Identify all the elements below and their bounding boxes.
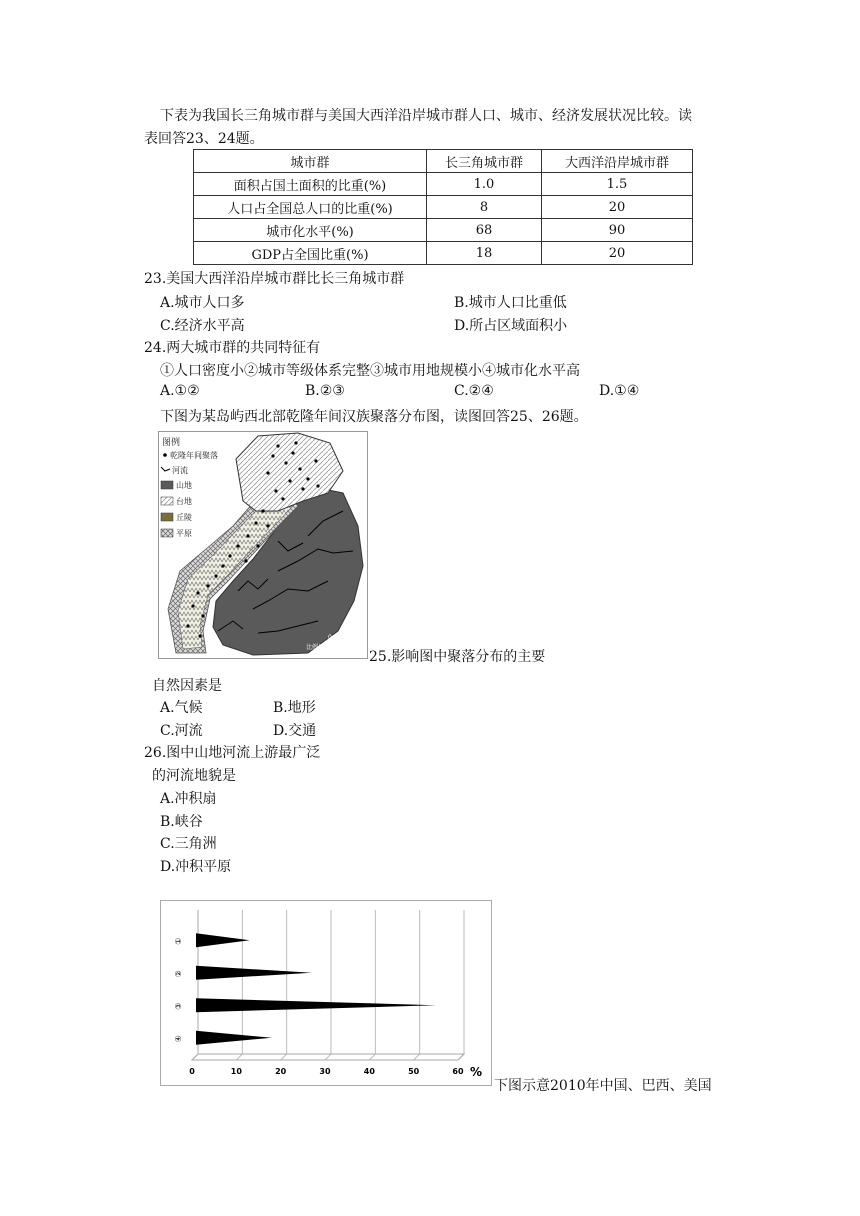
chart-tick-label: 60 <box>452 1067 464 1076</box>
table-header-cell: 大西洋沿岸城市群 <box>542 150 693 173</box>
chart-category-label: ④ <box>174 1035 183 1043</box>
q26-option-c: C.三角洲 <box>160 836 217 852</box>
table-cell: 68 <box>427 219 542 242</box>
bar-chart-svg <box>160 900 492 1086</box>
q24-option-d: D.①④ <box>599 383 640 399</box>
table-cell: 1.0 <box>427 173 542 196</box>
table-cell: 城市化水平(%) <box>194 219 427 242</box>
legend-settlement: 乾隆年间聚落 <box>170 451 218 460</box>
table-cell: 18 <box>427 242 542 265</box>
legend-mountain: 山地 <box>176 481 192 490</box>
q23-option-d: D.所占区域面积小 <box>454 318 568 334</box>
q23-option-c: C.经济水平高 <box>160 318 245 334</box>
comparison-table <box>193 149 693 265</box>
q25-option-d: D.交通 <box>273 723 317 739</box>
table-header-cell: 长三角城市群 <box>427 150 542 173</box>
q23-stem: 23.美国大西洋沿岸城市群比长三角城市群 <box>144 271 405 287</box>
q25-stem-2: 自然因素是 <box>152 678 222 694</box>
q23-option-b: B.城市人口比重低 <box>454 295 567 311</box>
q25-option-a: A.气候 <box>160 700 203 716</box>
legend-hill: 丘陵 <box>176 513 192 522</box>
scale-label: 比例尺 <box>306 644 325 651</box>
table-cell: 面积占国土面积的比重(%) <box>194 173 427 196</box>
chart-tick-label: 20 <box>275 1067 287 1076</box>
chart-tick-label: 40 <box>363 1067 375 1076</box>
q25-option-c: C.河流 <box>160 723 203 739</box>
q25-option-b: B.地形 <box>273 700 316 716</box>
map-svg <box>158 431 368 659</box>
table-cell: 1.5 <box>542 173 693 196</box>
chart-category-label: ① <box>174 937 183 945</box>
table-row <box>194 219 693 242</box>
q24-items: ①人口密度小②城市等级体系完整③城市用地规模小④城市化水平高 <box>160 363 580 379</box>
chart-tick-label: 30 <box>319 1067 331 1076</box>
q26-stem-1: 26.图中山地河流上游最广泛 <box>144 745 321 761</box>
table-cell: 20 <box>542 196 693 219</box>
table-header-row <box>194 150 693 173</box>
q23-option-a: A.城市人口多 <box>160 295 245 311</box>
scale-zero: 0 <box>328 634 332 641</box>
settlement-map <box>158 431 368 659</box>
chart-caption: 下图示意2010年中国、巴西、美国 <box>494 1078 712 1094</box>
q25-stem-1: 25.影响图中聚落分布的主要 <box>369 649 546 665</box>
q24-option-b: B.②③ <box>305 383 345 399</box>
table-cell: GDP占全国比重(%) <box>194 242 427 265</box>
q26-option-b: B.峡谷 <box>160 814 203 830</box>
table-row <box>194 242 693 265</box>
legend-title: 图例 <box>162 438 181 448</box>
chart-category-label: ② <box>174 970 183 978</box>
chart-tick-label: 10 <box>230 1067 242 1076</box>
legend-terrace: 台地 <box>176 497 192 506</box>
table-cell: 90 <box>542 219 693 242</box>
intro-line-2: 表回答23、24题。 <box>144 131 264 147</box>
q26-stem-2: 的河流地貌是 <box>152 768 236 784</box>
table-row <box>194 173 693 196</box>
bar-chart <box>160 900 492 1086</box>
q24-option-c: C.②④ <box>454 383 494 399</box>
legend-river: 河流 <box>172 466 188 475</box>
scale-km: 10km <box>340 634 357 641</box>
legend-plain: 平原 <box>176 529 192 538</box>
intro-map: 下图为某岛屿西北部乾隆年间汉族聚落分布图，读图回答25、26题。 <box>160 409 588 425</box>
table-row <box>194 196 693 219</box>
table-cell: 8 <box>427 196 542 219</box>
q24-stem: 24.两大城市群的共同特征有 <box>144 340 321 356</box>
chart-unit-label: % <box>470 1065 483 1079</box>
chart-tick-label: 0 <box>189 1067 195 1076</box>
q26-option-d: D.冲积平原 <box>160 859 232 875</box>
table-header-cell: 城市群 <box>194 150 427 173</box>
q26-option-a: A.冲积扇 <box>160 791 217 807</box>
intro-line-1: 下表为我国长三角城市群与美国大西洋沿岸城市群人口、城市、经济发展状况比较。读 <box>160 108 692 124</box>
table-cell: 20 <box>542 242 693 265</box>
q24-option-a: A.①② <box>160 383 200 399</box>
chart-category-label: ③ <box>174 1002 183 1010</box>
chart-tick-label: 50 <box>408 1067 420 1076</box>
table-cell: 人口占全国总人口的比重(%) <box>194 196 427 219</box>
